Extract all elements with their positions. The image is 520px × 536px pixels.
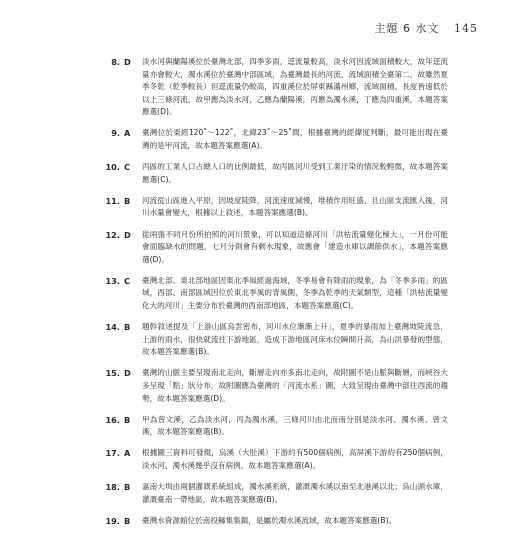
explanation-text: 嘉南大圳由兩個灌溉系統組成，濁水溪系統，灌溉濁水溪以南至北港溪以北；烏山頭水庫，灌溉臺南一帶地區，故本題答案應選(B)。 <box>142 482 448 504</box>
question-number: 15. <box>105 368 120 379</box>
answer-letter: B <box>124 515 131 526</box>
explanation-text: 甲為曾文溪，乙為淡水河，丙為濁水溪，三條河川由北而南分別是淡水河、濁水溪、曾文溪，故本題答案應選(B)。 <box>142 414 448 437</box>
answer-item-9 <box>111 127 448 152</box>
question-number: 9. <box>111 128 120 139</box>
answer-letter: B <box>124 482 131 493</box>
explanation-text: 根據圖三資料可發現，烏溪（大肚溪）下游約有500個病例，高屏溪下游約有250個病例，淡水河、濁水溪幾乎沒有病例，故本題答案應選(A)。 <box>142 448 448 470</box>
explanation-text: 淡水河與蘭陽溪位於臺灣北部，四季多雨，逕流量較高，淡水河因流域面積較大，故年逕流量亦會較大，濁水溪位於臺灣中部區域，為臺灣最長的河流，流域面積全臺第二，故雖然夏季冬乾（乾季較長）但逕流量仍較高，四重溪位於屏東縣滿州鄉，流域面積、長度皆遠低於以上三條河流，故甲應為淡水河，乙應為蘭陽溪，丙應為濁水溪，丁應為四重溪，本題答案應選(D)。 <box>142 57 448 117</box>
answer-letter: B <box>124 414 131 425</box>
answer-item-17 <box>105 447 448 472</box>
answer-item-13 <box>105 275 448 313</box>
chapter-title: 主題 6 水文 <box>374 22 440 35</box>
answer-letter: B <box>124 195 131 206</box>
answer-item-18 <box>105 481 448 506</box>
answer-item-11 <box>105 195 448 220</box>
explanation-text: 丙區的工業人口占總人口的比例最低，故丙區河川受到工業汙染的情況較輕微，故本題答案應選(C)。 <box>142 162 448 184</box>
explanation-text: 題幹敘述提及「上游山區烏雲密布，河川水位漸漸上升」，夏季的暴雨加上臺灣坡陡流急，上游的雨水，很快就流往下游地區，造成下游地區河床水位瞬間升高，為山洪暴發的型態，故本題答案應選(B)。 <box>142 322 448 357</box>
question-number: 12. <box>105 229 120 240</box>
question-number: 8. <box>111 57 120 67</box>
explanation-text: 臺灣北部、東北部地區因東北季風經過海域，冬季易會有降雨的現象，為「冬季多雨」的區域，西部、南部區域因位於東北季風的背風側，冬季為乾季的天氣類型，這種「洪枯流量變化大的河川」主要分布於臺灣的西南部地區，本題答案應選(C)。 <box>142 275 448 310</box>
answer-item-16 <box>105 414 448 439</box>
question-number: 13. <box>105 275 120 286</box>
answer-letter: D <box>124 229 131 240</box>
question-number: 17. <box>105 448 120 459</box>
answer-letter: B <box>124 322 131 333</box>
answer-item-19 <box>105 515 448 528</box>
answer-list <box>105 56 448 536</box>
answer-letter: C <box>124 275 131 286</box>
page-header <box>375 20 479 36</box>
explanation-text: 河流從山區進入平原，因坡度陡降，河流速度減慢，堆積作用旺盛，且山區支流匯入後，河川水量會變大，根據以上敘述，本題答案應選(B)。 <box>142 195 448 218</box>
answer-letter: D <box>124 368 131 379</box>
explanation-text: 臺灣位於東經120˚～122˚，北緯23˚～25˚間，根據臺灣的經緯度判斷，最可能出現在臺灣的是甲河流，故本題答案應選(A)。 <box>142 128 448 151</box>
answer-item-15 <box>105 367 448 405</box>
answer-letter: D <box>124 57 131 67</box>
answer-letter: A <box>124 128 131 139</box>
page-number: 145 <box>454 22 478 35</box>
question-number: 16. <box>105 414 120 425</box>
question-number: 19. <box>105 515 120 526</box>
question-number: 18. <box>105 482 120 493</box>
answer-item-8 <box>111 56 448 119</box>
question-number: 11. <box>105 195 120 206</box>
explanation-text: 臺灣水資源館位於南投縣集集鎮，是屬於濁水溪流域，故本題答案應選(B)。 <box>142 515 397 525</box>
answer-item-12 <box>105 229 448 267</box>
explanation-text: 臺灣的山脈主要呈現南北走向，斷層走向亦多南北走向，故附圖不是山脈與斷層，而峽谷大多呈現「點」狀分布，故附圖應為臺灣的「河流水系」圖，大致呈現由臺灣中部往西流的趨勢，故本題答案應選(D)。 <box>142 368 448 403</box>
answer-letter: A <box>124 448 131 459</box>
answer-item-10 <box>105 161 448 186</box>
question-number: 10. <box>105 162 120 173</box>
answer-item-14 <box>105 321 448 359</box>
explanation-text: 從兩張不同月份所拍照的河川景象，可以知道這條河川「洪枯流量變化極大」，一月份可能會面臨缺水的問題，七月分則會有剩水現象，故應會「建造水庫以調節供水」，本題答案應選(D)。 <box>142 229 448 264</box>
answer-letter: C <box>124 162 131 173</box>
question-number: 14. <box>105 322 120 333</box>
